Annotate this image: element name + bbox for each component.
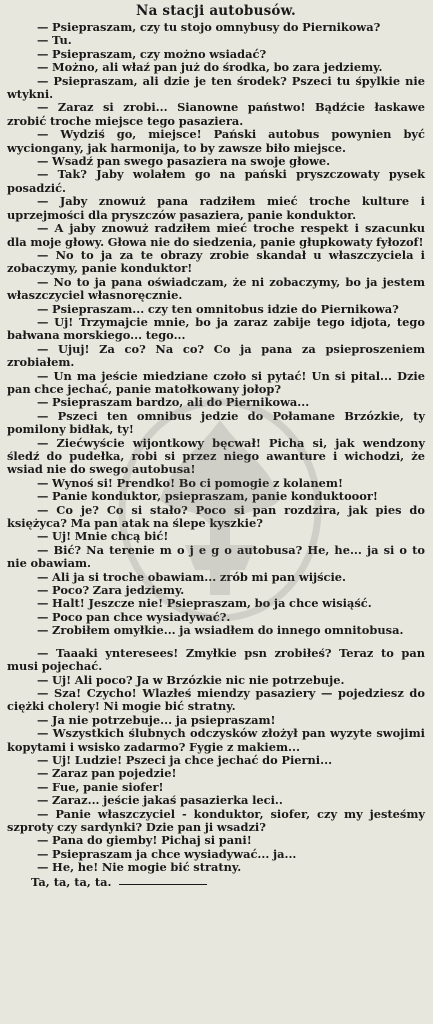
dialogue-paragraph: — Taaaki ynteresees! Zmyłkie psn zrobiłeś? Teraz to pan musi pojechać. (7, 645, 425, 674)
dialogue-paragraph: — Jaby znowuż pana radziłem mieć troche kulture i uprzejmości dla pryszczów pasaziera, panie konduktor. (7, 194, 425, 222)
dialogue-paragraph: — No to ja za te obrazy zrobie skandał u właszczyciela i zobaczymy, panie konduktor! (7, 247, 425, 276)
dialogue-paragraph: — Pana do giemby! Pichaj si pani! (37, 833, 252, 848)
dialogue-paragraph: — Fue, panie siofer! (37, 779, 164, 794)
dialogue-paragraph: — Poco? Zara jedziemy. (37, 583, 185, 598)
dialogue-paragraph: — Panie konduktor, psiepraszam, panie konduktooor! (37, 489, 378, 504)
dialogue-paragraph: — Psiepraszam bardzo, ali do Piernikowa... (37, 395, 310, 410)
dialogue-paragraph: — Zaraz... jeście jakaś pasazierka leci.. (37, 793, 283, 808)
article-body-second-part (7, 647, 425, 875)
dialogue-paragraph: — Psiepraszam, czy tu stojo omnybusy do Piernikowa? (37, 20, 381, 34)
article-title: Na stacji autobusów. (136, 3, 296, 19)
dialogue-paragraph: — Tak? Jaby wolałem go na pański pryszczowaty pysek posadzić. (7, 167, 425, 195)
dialogue-paragraph: — Zaraz si zrobi... Sianowne państwo! Bądźcie łaskawe zrobić troche miejsce tego pasaziera. (7, 100, 425, 128)
ending-text: Ta, ta, ta, ta. (31, 874, 112, 889)
dialogue-paragraph: — Co je? Co si stało? Poco si pan rozdzira, jak pies do księżyca? Ma pan atak na ślepe kyszkie? (7, 502, 425, 531)
dialogue-paragraph: — Uj! Ali poco? Ja w Brzózkie nic nie potrzebuje. (37, 672, 345, 687)
dialogue-paragraph: — Un ma jeście miedziane czoło si pytać! Un si pital... Dzie pan chce jechać, panie matołkowany jołop? (7, 368, 425, 396)
dialogue-paragraph: — Panie właszczyciel - konduktor, siofer, czy my jesteśmy szproty czy sardynki? Dzie pan ji wsadzi? (7, 806, 425, 834)
ending-rule (119, 884, 207, 885)
dialogue-paragraph: — Bić? Na terenie m o j e g o autobusa? He, he... ja si o to nie obawiam. (7, 542, 425, 571)
dialogue-paragraph: — Wydziś go, miejsce! Pański autobus powynien być wyciongany, jak harmonija, to by zawsze biło miejsce. (7, 127, 425, 155)
dialogue-paragraph: — Zrobiłem omyłkie... ja wsiadłem do innego omnitobusa. (37, 623, 404, 638)
dialogue-paragraph: — Uj! Mnie chcą bić! (37, 529, 169, 544)
dialogue-paragraph: — No to ja pana oświadczam, że ni zobaczymy, bo ja jestem właszczyciel własnoręcznie. (7, 274, 425, 303)
dialogue-paragraph: — Wynoś si! Prendko! Bo ci pomogie z kolanem! (37, 475, 343, 490)
dialogue-paragraph: — Psiepraszam ja chce wysiadywać... ja... (37, 846, 297, 861)
dialogue-paragraph: — Możno, ali właź pan już do środka, bo zara jedziemy. (37, 60, 383, 75)
dialogue-paragraph: — Psiepraszam, czy możno wsiadać? (37, 46, 267, 61)
dialogue-paragraph: — A jaby znowuż radziłem mieć troche respekt i szacunku dla moje głowy. Głowa nie do siedzenia, panie głupkowaty fyłozof! (7, 221, 425, 249)
dialogue-paragraph: — Poco pan chce wysiadywać?. (37, 609, 231, 624)
dialogue-paragraph: — Ziećwyście wijontkowy bęcwał! Picha si, jak wendzony śledź do pudełka, robi si przez niego awanture i wichodzi, że wsiad nie do swego autobusa! (7, 435, 425, 477)
dialogue-paragraph: — Zaraz pan pojedzie! (37, 766, 177, 781)
dialogue-paragraph: — Uj! Ludzie! Pszeci ja chce jechać do Pierni... (37, 752, 333, 767)
dialogue-paragraph: — Wsadź pan swego pasaziera na swoje głowe. (37, 154, 331, 169)
dialogue-paragraph: — Halt! Jeszcze nie! Psiepraszam, bo ja chce wisiąść. (37, 596, 372, 611)
dialogue-paragraph: — Wszystkich ślubnych odczysków złożył pan wyzyte swojimi kopytami i wsisko zadarmo? Fygie z makiem... (7, 726, 425, 754)
dialogue-paragraph: — Ujuj! Za co? Na co? Co ja pana za psieproszeniem zrobiałem. (7, 341, 425, 370)
dialogue-paragraph: — Pszeci ten omnibus jedzie do Połamane Brzózkie, ty pomilony bidłak, ty! (7, 408, 425, 437)
article-body (7, 21, 425, 638)
dialogue-paragraph: — Uj! Trzymajcie mnie, bo ja zaraz zabije tego idjota, tego bałwana morskiego... tego... (7, 314, 425, 343)
dialogue-paragraph: — He, he! Nie mogie bić stratny. (37, 860, 242, 875)
dialogue-paragraph: — Sza! Czycho! Wlazłeś miendzy pasaziery — pojedziesz do ciężki cholery! Ni mogie bić stratny. (7, 685, 425, 714)
dialogue-paragraph: — Psiepraszam... czy ten omnitobus idzie do Piernikowa? (37, 301, 399, 316)
dialogue-paragraph: — Tu. (37, 33, 72, 48)
dialogue-paragraph: — Ja nie potrzebuje... ja psiepraszam! (37, 712, 276, 727)
article-ending (31, 876, 425, 889)
dialogue-paragraph: — Ali ja si troche obawiam... zrób mi pan wijście. (37, 569, 347, 584)
dialogue-paragraph: — Psiepraszam, ali dzie je ten środek? Pszeci tu śpylkie nie wtykni. (7, 73, 425, 102)
